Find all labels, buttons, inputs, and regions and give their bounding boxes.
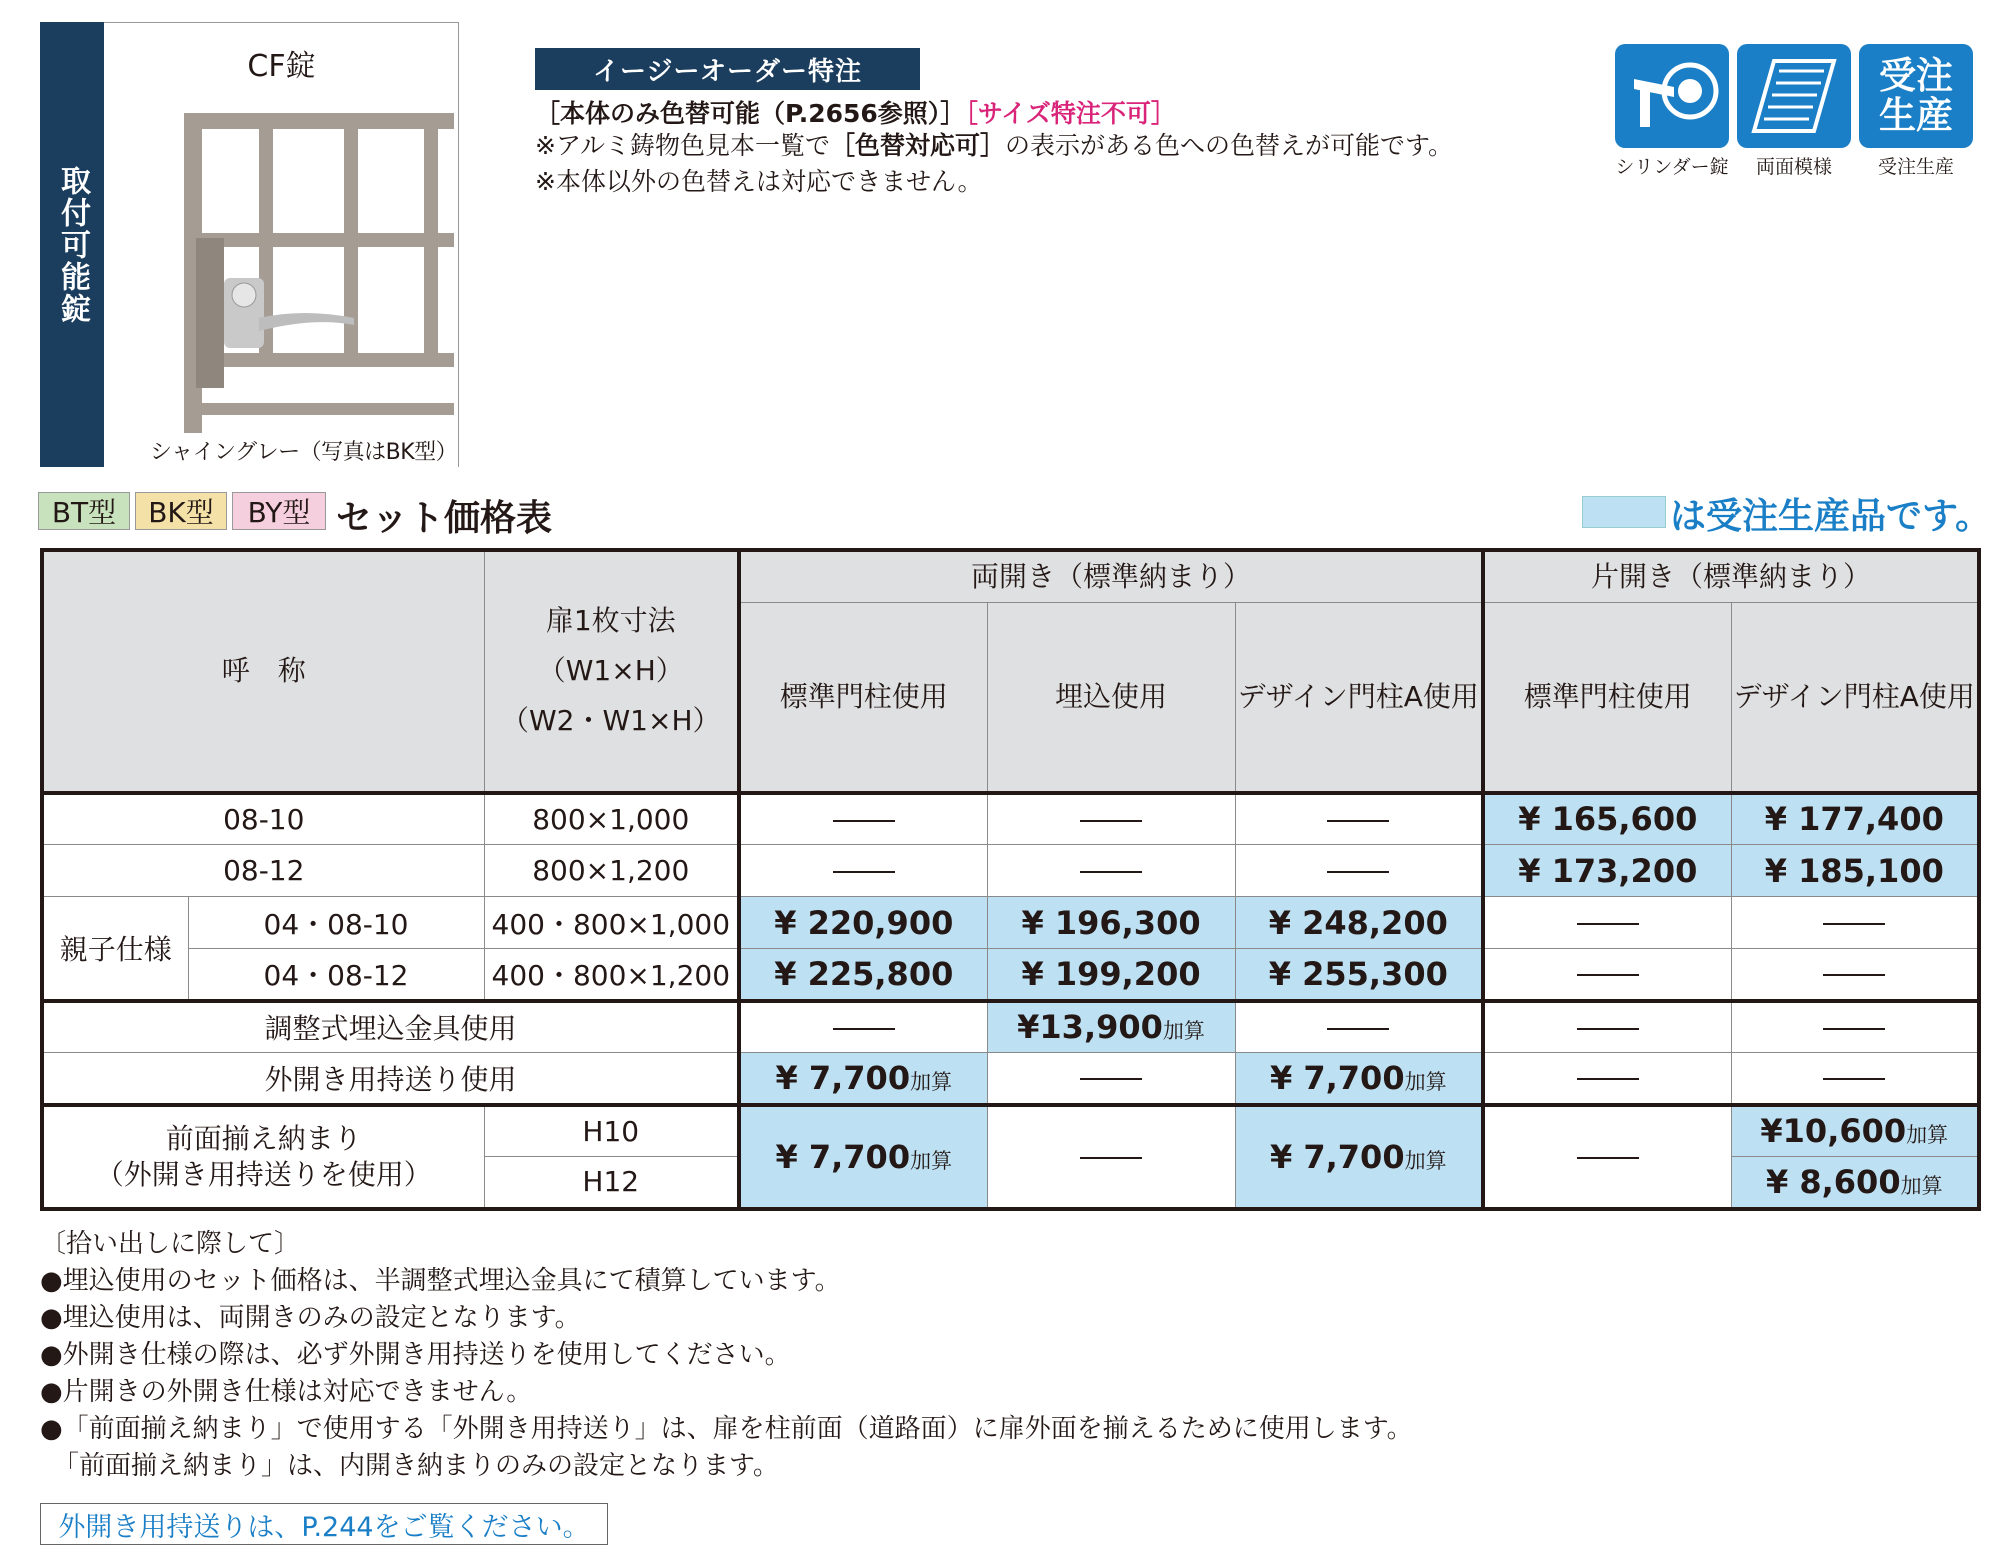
empty-cell	[739, 1001, 987, 1053]
row-height-h12: H12	[484, 1157, 739, 1209]
header-single-std: 標準門柱使用	[1483, 603, 1731, 793]
line2-post: の表示がある色への色替えが可能です。	[1004, 131, 1453, 160]
header-name: 呼 称	[42, 550, 484, 793]
badge-bt: BT型	[38, 492, 130, 530]
note-item: ●埋込使用のセット価格は、半調整式埋込金具にて積算しています。	[40, 1266, 841, 1296]
made-to-order-legend-text: は受注生産品です。	[1670, 496, 1992, 537]
empty-cell	[1235, 845, 1483, 897]
table-row	[42, 845, 1979, 897]
add-suffix: 加算	[910, 1148, 953, 1173]
made-to-order-line2: 生産	[1879, 94, 1953, 137]
empty-cell	[1483, 1053, 1731, 1105]
empty-cell	[1731, 1053, 1979, 1105]
price-cell	[1731, 1157, 1979, 1209]
price-cell: ¥ 185,100	[1731, 845, 1979, 897]
price-value: ¥ 7,700	[775, 1137, 911, 1176]
note-item: ●外開き仕様の際は、必ず外開き用持送りを使用してください。	[40, 1340, 791, 1370]
price-cell	[1731, 1105, 1979, 1157]
line2-pre: ※アルミ鋳物色見本一覧で	[535, 131, 830, 160]
double-side-pattern-icon	[1737, 44, 1851, 148]
table-row	[42, 1053, 1979, 1105]
price-value: ¥ 7,700	[775, 1058, 911, 1097]
note-item: ●埋込使用は、両開きのみの設定となります。	[40, 1303, 581, 1333]
header-double-std: 標準門柱使用	[739, 603, 987, 793]
price-cell: ¥ 225,800	[739, 949, 987, 1001]
easy-order-banner: イージーオーダー特注	[535, 48, 920, 90]
empty-cell	[1483, 1105, 1731, 1209]
row-name: 調整式埋込金具使用	[42, 1001, 739, 1053]
price-cell: ¥ 199,200	[987, 949, 1235, 1001]
empty-cell	[1731, 897, 1979, 949]
price-value: ¥ 7,700	[1269, 1137, 1405, 1176]
empty-cell	[987, 1053, 1235, 1105]
cylinder-lock-icon	[1615, 44, 1729, 148]
table-row	[42, 949, 1979, 1001]
size-order-note: ［サイズ特注不可］	[965, 99, 1176, 128]
lock-tab-label: 取付可能錠	[55, 164, 90, 325]
badge-bk: BK型	[135, 492, 227, 530]
price-value: ¥ 7,700	[1269, 1058, 1405, 1097]
header-size-line2: （W1×H）	[537, 654, 684, 688]
price-value: ¥13,900	[1017, 1008, 1163, 1047]
row-name-line2: （外開き用持送りを使用）	[95, 1157, 432, 1191]
empty-cell	[739, 845, 987, 897]
note-item: ●「前面揃え納まり」で使用する「外開き用持送り」は、扉を柱前面（道路面）に扉外面を揃えるために使用します。	[40, 1414, 1413, 1444]
empty-cell	[987, 845, 1235, 897]
price-cell: ¥ 165,600	[1483, 793, 1731, 845]
oyako-label: 親子仕様	[42, 897, 188, 1001]
row-size: 400・800×1,200	[484, 949, 739, 1001]
add-suffix: 加算	[1906, 1123, 1949, 1148]
note-item: ●片開きの外開き仕様は対応できません。	[40, 1377, 533, 1407]
made-to-order-legend-swatch	[1582, 496, 1666, 528]
empty-cell	[1731, 949, 1979, 1001]
price-value: ¥ 8,600	[1765, 1162, 1901, 1201]
empty-cell	[1235, 1001, 1483, 1053]
notes-section	[40, 1226, 1413, 1485]
add-suffix: 加算	[1162, 1019, 1205, 1044]
row-size: 800×1,000	[484, 793, 739, 845]
row-name: 04・08-12	[188, 949, 484, 1001]
easy-order-line3: ※本体以外の色替えは対応できません。	[535, 167, 983, 196]
price-cell	[987, 1001, 1235, 1053]
double-side-pattern-label: 両面模様	[1755, 156, 1832, 178]
row-name: 08-12	[42, 845, 484, 897]
badge-by: BY型	[232, 492, 326, 530]
add-suffix: 加算	[1900, 1173, 1943, 1198]
made-to-order-icon	[1859, 44, 1973, 148]
cylinder-lock-label: シリンダー錠	[1615, 156, 1729, 178]
price-value: ¥10,600	[1760, 1112, 1907, 1151]
row-height-h10: H10	[484, 1105, 739, 1157]
add-suffix: 加算	[1404, 1069, 1447, 1094]
price-cell: ¥ 255,300	[1235, 949, 1483, 1001]
row-name: 08-10	[42, 793, 484, 845]
empty-cell	[1235, 793, 1483, 845]
price-cell: ¥ 196,300	[987, 897, 1235, 949]
lock-section-tab	[40, 22, 104, 467]
header-size	[484, 550, 739, 793]
row-name-line1: 前面揃え納まり	[165, 1121, 362, 1155]
table-row	[42, 1001, 1979, 1053]
price-cell: ¥ 177,400	[1731, 793, 1979, 845]
note-item: 「前面揃え納まり」は、内開き納まりのみの設定となります。	[40, 1451, 779, 1481]
empty-cell	[1483, 949, 1731, 1001]
set-price-table	[40, 548, 1981, 1211]
row-name: 04・08-10	[188, 897, 484, 949]
header-double-group: 両開き（標準納まり）	[739, 550, 1483, 603]
header-double-embed: 埋込使用	[987, 603, 1235, 793]
table-row	[42, 793, 1979, 845]
header-double-design: デザイン門柱A使用	[1235, 603, 1483, 793]
row-size: 800×1,200	[484, 845, 739, 897]
lock-photo-panel	[104, 22, 459, 467]
cf-lock-image	[164, 103, 454, 433]
empty-cell	[987, 793, 1235, 845]
price-cell: ¥ 220,900	[739, 897, 987, 949]
header-size-line1: 扉1枚寸法	[545, 604, 676, 638]
price-cell	[739, 1053, 987, 1105]
row-size: 400・800×1,000	[484, 897, 739, 949]
price-cell: ¥ 173,200	[1483, 845, 1731, 897]
empty-cell	[1483, 897, 1731, 949]
row-name	[42, 1105, 484, 1209]
price-cell	[1235, 1105, 1483, 1209]
add-suffix: 加算	[910, 1069, 953, 1094]
made-to-order-label: 受注生産	[1877, 156, 1954, 178]
line2-bold: ［色替対応可］	[829, 131, 1005, 160]
header-single-group: 片開き（標準納まり）	[1483, 550, 1979, 603]
price-cell	[1235, 1053, 1483, 1105]
lock-caption: シャイングレー（写真はBK型）	[150, 440, 458, 465]
empty-cell	[1483, 1001, 1731, 1053]
header-size-line3: （W2・W1×H）	[501, 704, 721, 738]
table-row	[42, 1105, 1979, 1157]
notes-heading: 〔拾い出しに際して〕	[40, 1229, 301, 1259]
color-change-note: ［本体のみ色替可能（P.2656参照）］	[535, 99, 966, 128]
made-to-order-line1: 受注	[1879, 54, 1953, 97]
set-price-title: セット価格表	[336, 498, 553, 539]
row-name: 外開き用持送り使用	[42, 1053, 739, 1105]
easy-order-line2	[535, 126, 1453, 162]
bracket-reference-note: 外開き用持送りは、P.244をご覧ください。	[40, 1503, 608, 1545]
empty-cell	[739, 793, 987, 845]
easy-order-line1	[535, 94, 1176, 130]
empty-cell	[1731, 1001, 1979, 1053]
header-single-design: デザイン門柱A使用	[1731, 603, 1979, 793]
table-row	[42, 897, 1979, 949]
price-cell	[739, 1105, 987, 1209]
lock-name: CF錠	[247, 49, 316, 84]
add-suffix: 加算	[1404, 1148, 1447, 1173]
empty-cell	[987, 1105, 1235, 1209]
price-cell: ¥ 248,200	[1235, 897, 1483, 949]
